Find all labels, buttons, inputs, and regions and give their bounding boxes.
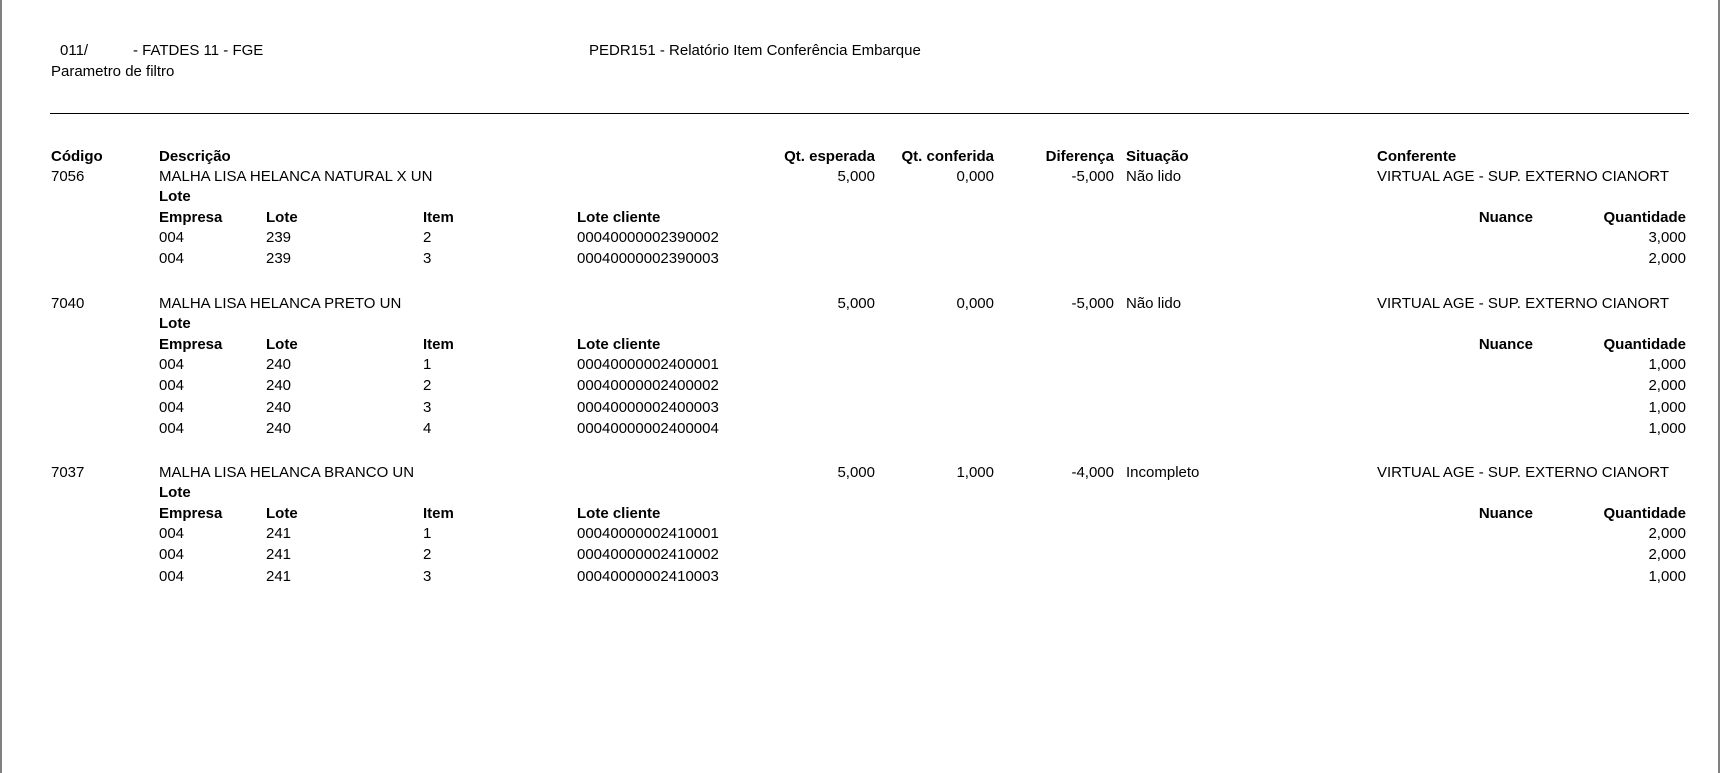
lote-row-lote-cliente: 00040000002400004 bbox=[577, 419, 719, 437]
lote-row-item: 1 bbox=[423, 356, 432, 373]
lote-group-label: Lote bbox=[159, 315, 191, 332]
sub-header-lote: Lote bbox=[266, 505, 298, 522]
company-name: - FATDES 11 - FGE bbox=[133, 42, 264, 59]
lote-row-empresa: 004 bbox=[159, 356, 185, 373]
sub-header-lote-cliente: Lote cliente bbox=[577, 505, 661, 522]
record-situacao: Não lido bbox=[1126, 295, 1182, 312]
record-qt-esperada: 5,000 bbox=[837, 295, 875, 312]
lote-row-item: 1 bbox=[423, 525, 432, 542]
record-qt-conferida: 0,000 bbox=[956, 168, 994, 185]
lote-row-empresa: 004 bbox=[159, 398, 185, 416]
record-conferente: VIRTUAL AGE - SUP. EXTERNO CIANORT bbox=[1377, 464, 1670, 481]
lote-row-item: 4 bbox=[423, 419, 432, 437]
col-header-qt-conferida: Qt. conferida bbox=[901, 148, 994, 165]
record-qt-conferida: 0,000 bbox=[956, 295, 994, 312]
lote-row-lote-cliente: 00040000002410002 bbox=[577, 546, 719, 564]
lote-row-item: 3 bbox=[423, 567, 432, 585]
header-divider bbox=[50, 113, 1689, 114]
lote-row-quantidade: 2,000 bbox=[1648, 377, 1686, 395]
lote-row-quantidade: 3,000 bbox=[1648, 229, 1686, 246]
record-conferente: VIRTUAL AGE - SUP. EXTERNO CIANORT bbox=[1377, 295, 1670, 312]
lote-group-label: Lote bbox=[159, 188, 191, 205]
sub-header-item: Item bbox=[423, 505, 454, 522]
record-descricao: MALHA LISA HELANCA BRANCO UN bbox=[159, 464, 415, 481]
lote-row-lote: 239 bbox=[266, 229, 292, 246]
sub-header-nuance: Nuance bbox=[1478, 209, 1533, 226]
sub-header-quantidade: Quantidade bbox=[1603, 209, 1686, 226]
col-header-conferente: Conferente bbox=[1377, 148, 1457, 165]
record-descricao: MALHA LISA HELANCA PRETO UN bbox=[159, 295, 402, 312]
lote-row-lote-cliente: 00040000002400003 bbox=[577, 398, 719, 416]
lote-row-quantidade: 1,000 bbox=[1648, 567, 1686, 585]
record-qt-esperada: 5,000 bbox=[837, 168, 875, 185]
lote-row-quantidade: 1,000 bbox=[1648, 356, 1686, 373]
lote-row-lote: 241 bbox=[266, 546, 292, 564]
record-descricao: MALHA LISA HELANCA NATURAL X UN bbox=[159, 168, 433, 185]
lote-row-empresa: 004 bbox=[159, 546, 185, 564]
record-diferenca: -5,000 bbox=[1071, 168, 1114, 185]
sub-header-empresa: Empresa bbox=[159, 209, 223, 226]
lote-row-item: 2 bbox=[423, 546, 432, 564]
col-header-situacao: Situação bbox=[1126, 148, 1189, 165]
record-qt-conferida: 1,000 bbox=[956, 464, 994, 481]
lote-row-quantidade: 2,000 bbox=[1648, 546, 1686, 564]
lote-row-empresa: 004 bbox=[159, 419, 185, 437]
lote-row-lote-cliente: 00040000002400001 bbox=[577, 356, 719, 373]
lote-row-quantidade: 1,000 bbox=[1648, 398, 1686, 416]
lote-row-quantidade: 2,000 bbox=[1648, 525, 1686, 542]
sub-header-lote-cliente: Lote cliente bbox=[577, 209, 661, 226]
lote-row-lote-cliente: 00040000002390003 bbox=[577, 250, 719, 268]
lote-row-lote: 241 bbox=[266, 525, 292, 542]
lote-row-item: 2 bbox=[423, 377, 432, 395]
report-title: PEDR151 - Relatório Item Conferência Embarque bbox=[589, 42, 921, 59]
record-conferente: VIRTUAL AGE - SUP. EXTERNO CIANORT bbox=[1377, 168, 1670, 185]
lote-row-empresa: 004 bbox=[159, 377, 185, 395]
lote-row-lote-cliente: 00040000002410003 bbox=[577, 567, 719, 585]
lote-row-lote: 240 bbox=[266, 377, 292, 395]
lote-row-empresa: 004 bbox=[159, 525, 185, 542]
lote-row-lote-cliente: 00040000002390002 bbox=[577, 229, 719, 246]
lote-row-item: 2 bbox=[423, 229, 432, 246]
record-codigo: 7056 bbox=[51, 168, 85, 185]
lote-row-empresa: 004 bbox=[159, 567, 185, 585]
record-codigo: 7040 bbox=[51, 295, 85, 312]
sub-header-lote: Lote bbox=[266, 336, 298, 353]
col-header-qt-esperada: Qt. esperada bbox=[784, 148, 875, 165]
lote-row-lote: 240 bbox=[266, 356, 292, 373]
lote-row-quantidade: 2,000 bbox=[1648, 250, 1686, 268]
lote-row-empresa: 004 bbox=[159, 250, 185, 268]
lote-row-item: 3 bbox=[423, 398, 432, 416]
record-codigo: 7037 bbox=[51, 464, 85, 481]
lote-group-label: Lote bbox=[159, 484, 191, 501]
col-header-descricao: Descrição bbox=[159, 148, 231, 165]
sub-header-lote: Lote bbox=[266, 209, 298, 226]
record-diferenca: -4,000 bbox=[1071, 464, 1114, 481]
record-situacao: Incompleto bbox=[1126, 464, 1200, 481]
lote-row-lote: 240 bbox=[266, 419, 292, 437]
lote-row-lote-cliente: 00040000002410001 bbox=[577, 525, 719, 542]
col-header-diferenca: Diferença bbox=[1045, 148, 1114, 165]
col-header-codigo: Código bbox=[51, 148, 103, 165]
sub-header-quantidade: Quantidade bbox=[1603, 336, 1686, 353]
sub-header-item: Item bbox=[423, 336, 454, 353]
record-situacao: Não lido bbox=[1126, 168, 1182, 185]
sub-header-nuance: Nuance bbox=[1478, 336, 1533, 353]
lote-row-quantidade: 1,000 bbox=[1648, 419, 1686, 437]
sub-header-quantidade: Quantidade bbox=[1603, 505, 1686, 522]
company-code: 011/ bbox=[60, 42, 89, 59]
lote-row-lote: 239 bbox=[266, 250, 292, 268]
lote-row-lote: 240 bbox=[266, 398, 292, 416]
sub-header-empresa: Empresa bbox=[159, 336, 223, 353]
record-qt-esperada: 5,000 bbox=[837, 464, 875, 481]
lote-row-lote-cliente: 00040000002400002 bbox=[577, 377, 719, 395]
sub-header-lote-cliente: Lote cliente bbox=[577, 336, 661, 353]
sub-header-empresa: Empresa bbox=[159, 505, 223, 522]
sub-header-item: Item bbox=[423, 209, 454, 226]
lote-row-empresa: 004 bbox=[159, 229, 185, 246]
filter-parameter-label: Parametro de filtro bbox=[51, 63, 175, 80]
lote-row-item: 3 bbox=[423, 250, 432, 268]
record-diferenca: -5,000 bbox=[1071, 295, 1114, 312]
sub-header-nuance: Nuance bbox=[1478, 505, 1533, 522]
lote-row-lote: 241 bbox=[266, 567, 292, 585]
